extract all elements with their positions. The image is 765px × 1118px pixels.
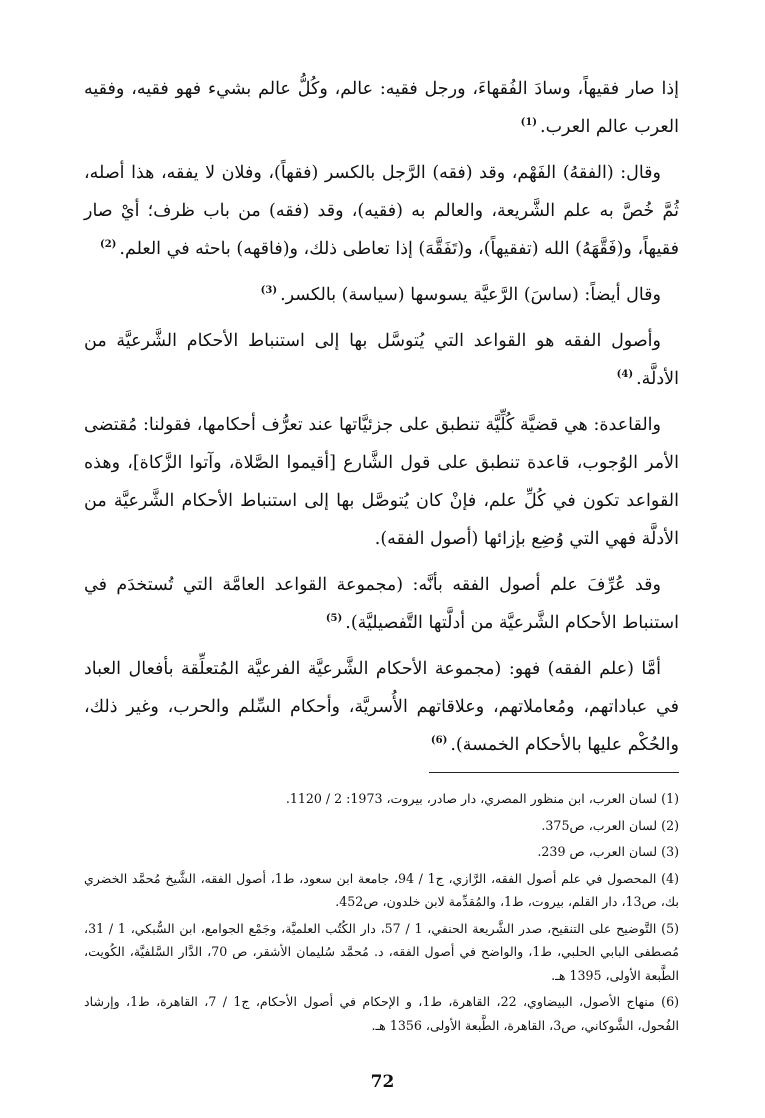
footnote-2: (2) لسان العرب، ص375. — [541, 817, 679, 833]
footnote-5: (5) التَّوضيح على التنقيح، صدر الشَّريعة الحنفي، 1 / 57، دار الكُتُب العلميَّة، وجَمْع الجوامع، ابن السُّبكي، 1 / 31، مُصطفى البابي الحلبي، ط1، والواضح في أصول الفقه، د. مُحمَّد سُليمان الأشقر، ص 70، الدَّار السَّلفيَّة، الكُويت، الطَّبعة الأولى، 1395 هـ. — [84, 920, 680, 983]
footnote-divider — [429, 772, 679, 773]
paragraph-5: والقاعدة: هي قضيَّة كُلِّيَّة تنطبق على جزئيَّاتها عند تعرُّف أحكامها، فقولنا: مُقتضى الأمر الوُجوب، قاعدة تنطبق على قول الشَّارع [أقيموا الصَّلاة، وآتوا الزَّكاة]، وهذه القواعد تكون في كُلِّ علم، فإنْ كان يُتوصَّل بها إلى استنباط الأحكام الشَّرعيَّة من الأدلَّة فهي التي وُضِع بإزائها (أصول الفقه). — [84, 415, 679, 549]
footnote-4: (4) المحصول في علم أصول الفقه، الرَّازي، ج1 / 94، جامعة ابن سعود، ط1، أصول الفقه، الشَّيخ مُحمَّد الخضري بك، ص13، دار القلم، بيروت، ط1، والمُقدِّمة لابن خلدون، ص452. — [84, 870, 679, 909]
paragraph-4: وأصول الفقه هو القواعد التي يُتوسَّل بها إلى استنباط الأحكام الشَّرعيَّة من الأدلَّة.$^{(4)}$ — [84, 331, 679, 389]
main-text — [84, 70, 679, 764]
footnote-ref-1: (1) — [520, 117, 538, 129]
footnote-ref-6: (6) — [430, 735, 448, 747]
footnote-6: (6) منهاج الأصول، البيضاوي، 22، القاهرة، ط1، و الإحكام في أصول الأحكام، ج1 / 7، القاهرة، ط1، وإرشاد الفُحول، الشَّوكاني، ص3، القاهرة، الطَّبعة الأولى، 1356 هـ. — [84, 994, 680, 1033]
footnote-ref-4: (4) — [616, 369, 634, 381]
paragraph-2: وقال: (الفقهُ) الفَهْم، وقد (فقه) الرَّجل بالكسر (فقهاً)، وفلان لا يفقه، هذا أصله، ثُمَّ خُصَّ به علم الشَّريعة، والعالم به (فقيه)، وقد (فقه) من باب ظرف؛ أيْ صار فقيهاً، و(فَقَّهَهُ) الله (تفقيهاً)، و(تَفَقَّهَ) إذا تعاطى ذلك، و(فاقهه) باحثه في العلم.$^{(2)}$ — [84, 163, 679, 259]
paragraph-3: وقال أيضاً: (ساسَ) الرَّعيَّة يسوسها (سياسة) بالكسر.$^{(3)}$ — [260, 285, 661, 305]
footnotes — [84, 787, 679, 1037]
footnote-ref-5: (5) — [325, 613, 343, 625]
footnote-ref-3: (3) — [260, 285, 278, 297]
paragraph-1: إذا صار فقيهاً، وسادَ الفُقهاءَ، ورجل فقيه: عالم، وكُلُّ عالم بشيء فهو فقيه، وفقيه العرب عالم العرب.$^{(1)}$ — [84, 79, 679, 137]
footnote-3: (3) لسان العرب، ص 239. — [537, 844, 679, 859]
paragraph-6: وقد عُرِّفَ علم أصول الفقه بأنَّه: (مجموعة القواعد العامَّة التي تُستخدَم في استنباط الأحكام الشَّرعيَّة من أدلَّتها التَّفصيليَّة).$^{(5)}$ — [84, 575, 679, 633]
footnote-1: (1) لسان العرب، ابن منظور المصري، دار صادر، بيروت، 1973: 2 / 1120. — [285, 791, 679, 806]
paragraph-7: أمَّا (علم الفقه) فهو: (مجموعة الأحكام الشَّرعيَّة الفرعيَّة المُتعلِّقة بأفعال العباد في عباداتهم، ومُعاملاتهم، وعلاقاتهم الأُسريَّة، وأحكام السِّلم والحرب، وغير ذلك، والحُكْم عليها بالأحكام الخمسة).$^{(6)}$ — [84, 659, 679, 755]
page-number: 72 — [370, 1072, 395, 1092]
footnote-ref-2: (2) — [99, 239, 117, 251]
